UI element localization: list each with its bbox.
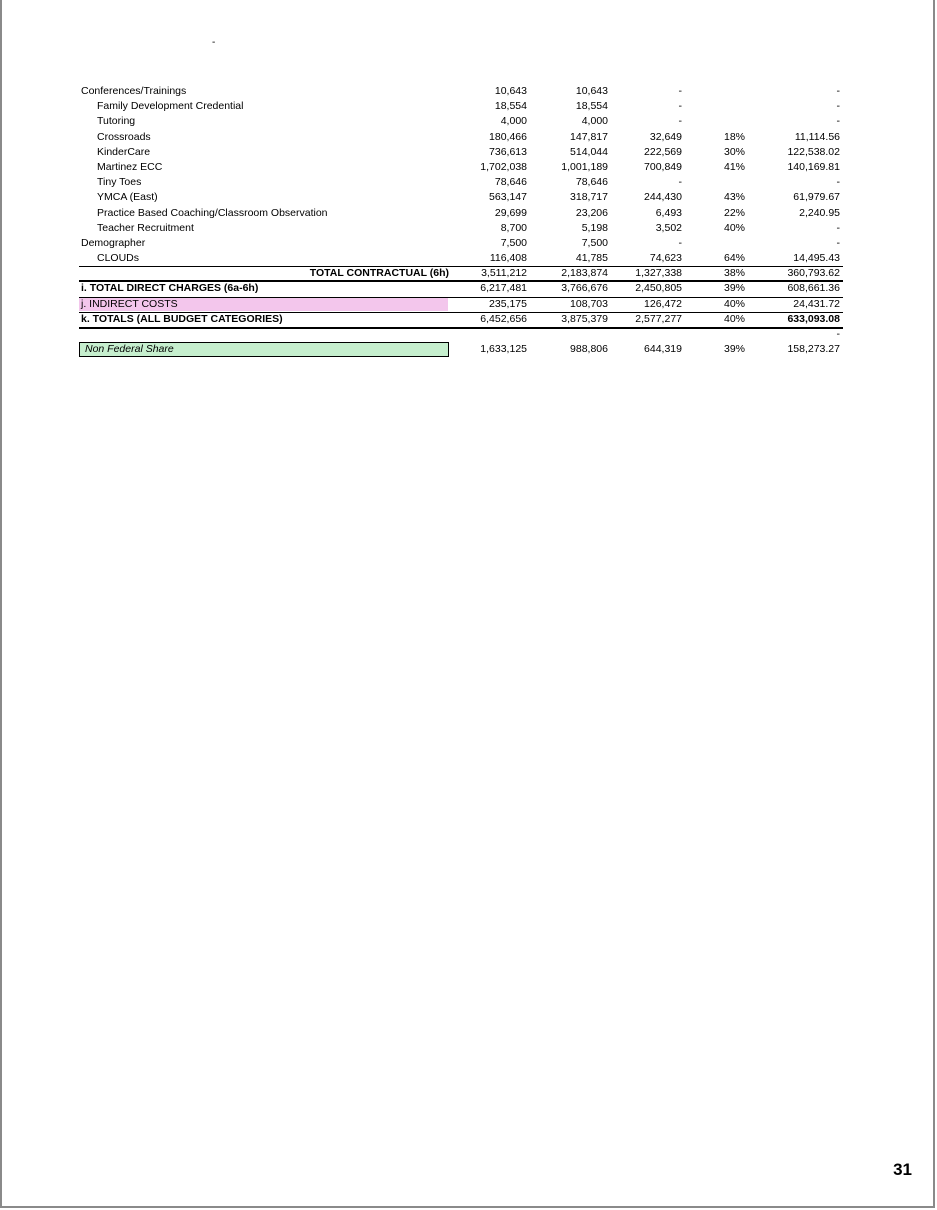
- row-label: YMCA (East): [97, 191, 158, 204]
- difference-value: -: [678, 115, 682, 128]
- percent-value: 40%: [723, 297, 745, 310]
- amount-value: 140,169.81: [787, 160, 840, 173]
- amount-value: 633,093.08: [787, 312, 840, 325]
- percent-value: 38%: [723, 267, 745, 280]
- total-value: 3,511,212: [481, 267, 527, 280]
- difference-value: 700,849: [644, 160, 682, 173]
- table-row: [79, 206, 843, 221]
- amount-value: -: [836, 85, 840, 97]
- amount-value: 2,240.95: [799, 206, 840, 219]
- total-contractual-row: [79, 266, 843, 281]
- amount-value: -: [836, 100, 840, 113]
- difference-value: 126,472: [644, 297, 682, 310]
- amount-value: -: [836, 221, 840, 234]
- row-label: KinderCare: [97, 145, 151, 158]
- percent-value: 30%: [723, 145, 745, 158]
- row-label: Tutoring: [97, 115, 136, 128]
- table-row: [79, 99, 843, 114]
- federal-value: 108,703: [570, 297, 608, 310]
- difference-value: 32,649: [649, 130, 682, 143]
- amount-value: -: [836, 176, 840, 189]
- difference-value: 1,327,338: [635, 267, 682, 280]
- difference-value: 6,493: [655, 206, 682, 219]
- difference-value: 74,623: [649, 252, 682, 265]
- total-value: 6,452,656: [480, 312, 527, 325]
- federal-value: 41,785: [575, 252, 608, 265]
- row-label: Demographer: [81, 236, 146, 249]
- grand-totals-row: [79, 312, 843, 327]
- percent-value: 40%: [723, 312, 745, 325]
- amount-value: 61,979.67: [793, 191, 840, 204]
- difference-value: 644,319: [644, 343, 682, 356]
- total-value: 563,147: [489, 191, 527, 204]
- row-label: Non Federal Share: [85, 343, 174, 356]
- federal-value: 2,183,874: [561, 267, 608, 280]
- row-label: Conferences/Trainings: [81, 85, 187, 97]
- percent-value: 39%: [723, 343, 745, 356]
- row-label: i. TOTAL DIRECT CHARGES (6a-6h): [81, 282, 259, 295]
- total-value: 7,500: [500, 236, 527, 249]
- row-label: j. INDIRECT COSTS: [81, 297, 178, 310]
- table-row: [79, 175, 843, 190]
- federal-value: 78,646: [575, 176, 608, 189]
- total-value: 78,646: [494, 176, 527, 189]
- federal-value: 4,000: [581, 115, 608, 128]
- federal-value: 5,198: [581, 221, 608, 234]
- federal-value: 18,554: [575, 100, 608, 113]
- table-row: [79, 221, 843, 236]
- difference-value: -: [678, 85, 682, 97]
- difference-value: 222,569: [644, 145, 682, 158]
- amount-value: 14,495.43: [793, 252, 840, 265]
- row-label: k. TOTALS (ALL BUDGET CATEGORIES): [81, 312, 283, 325]
- percent-value: 41%: [723, 160, 745, 173]
- difference-value: 2,577,277: [635, 312, 682, 325]
- table-row: [79, 114, 843, 129]
- row-label: CLOUDs: [97, 252, 140, 265]
- amount-value: -: [836, 115, 840, 128]
- table-row: [79, 84, 843, 99]
- amount-value: 11,114.56: [794, 130, 840, 143]
- table-row: [79, 236, 843, 251]
- total-value: 8,700: [500, 221, 527, 234]
- difference-value: 244,430: [644, 191, 682, 204]
- row-label: Tiny Toes: [97, 176, 142, 189]
- row-label: Teacher Recruitment: [97, 221, 194, 234]
- percent-value: 22%: [723, 206, 745, 219]
- total-value: 116,408: [489, 252, 527, 265]
- row-label: TOTAL CONTRACTUAL (6h): [309, 267, 449, 280]
- budget-table: [79, 84, 843, 357]
- page-number: 31: [893, 1160, 912, 1179]
- percent-value: 40%: [723, 221, 745, 234]
- difference-value: -: [678, 100, 682, 113]
- difference-value: -: [678, 236, 682, 249]
- row-label: Practice Based Coaching/Classroom Observation: [97, 206, 328, 219]
- table-row: [79, 130, 843, 145]
- amount-value: 24,431.72: [793, 297, 840, 310]
- row-label: Martinez ECC: [97, 160, 163, 173]
- amount-value: 122,538.02: [787, 145, 840, 158]
- federal-value: 514,044: [570, 145, 608, 158]
- table-row: [79, 145, 843, 160]
- federal-value: 23,206: [575, 206, 608, 219]
- federal-value: 7,500: [581, 236, 608, 249]
- federal-value: 318,717: [570, 191, 608, 204]
- federal-value: 988,806: [570, 343, 608, 356]
- difference-value: 3,502: [655, 221, 682, 234]
- row-label: Crossroads: [97, 130, 151, 143]
- table-row: [79, 327, 843, 342]
- total-direct-charges-row: [79, 281, 843, 296]
- total-value: 18,554: [494, 100, 527, 113]
- total-value: 1,702,038: [480, 160, 527, 173]
- total-value: 180,466: [489, 130, 527, 143]
- amount-value: -: [836, 236, 840, 249]
- total-value: 10,643: [494, 85, 527, 97]
- total-value: 29,699: [494, 206, 527, 219]
- percent-value: 39%: [723, 282, 745, 295]
- row-label: Family Development Credential: [97, 100, 244, 113]
- federal-value: 10,643: [575, 85, 608, 97]
- difference-value: -: [678, 176, 682, 189]
- table-row: [79, 251, 843, 266]
- stray-mark: -: [212, 37, 216, 48]
- total-value: 736,613: [489, 145, 527, 158]
- federal-value: 3,766,676: [561, 282, 608, 295]
- federal-value: 1,001,189: [561, 160, 608, 173]
- federal-value: 3,875,379: [561, 312, 608, 325]
- table-row: [79, 190, 843, 205]
- total-value: 4,000: [500, 115, 527, 128]
- amount-value: 608,661.36: [787, 282, 840, 295]
- percent-value: 43%: [723, 191, 745, 204]
- total-value: 6,217,481: [480, 282, 527, 295]
- percent-value: 64%: [723, 252, 745, 265]
- total-value: 1,633,125: [480, 343, 527, 356]
- amount-value: 158,273.27: [787, 343, 840, 356]
- non-federal-share-row: [79, 342, 843, 357]
- indirect-costs-row: [79, 297, 843, 312]
- amount-value: 360,793.62: [787, 267, 840, 280]
- percent-value: 18%: [723, 130, 745, 143]
- federal-value: 147,817: [570, 130, 608, 143]
- total-value: 235,175: [489, 297, 527, 310]
- table-row: [79, 160, 843, 175]
- difference-value: 2,450,805: [635, 282, 682, 295]
- amount-value: -: [836, 328, 840, 340]
